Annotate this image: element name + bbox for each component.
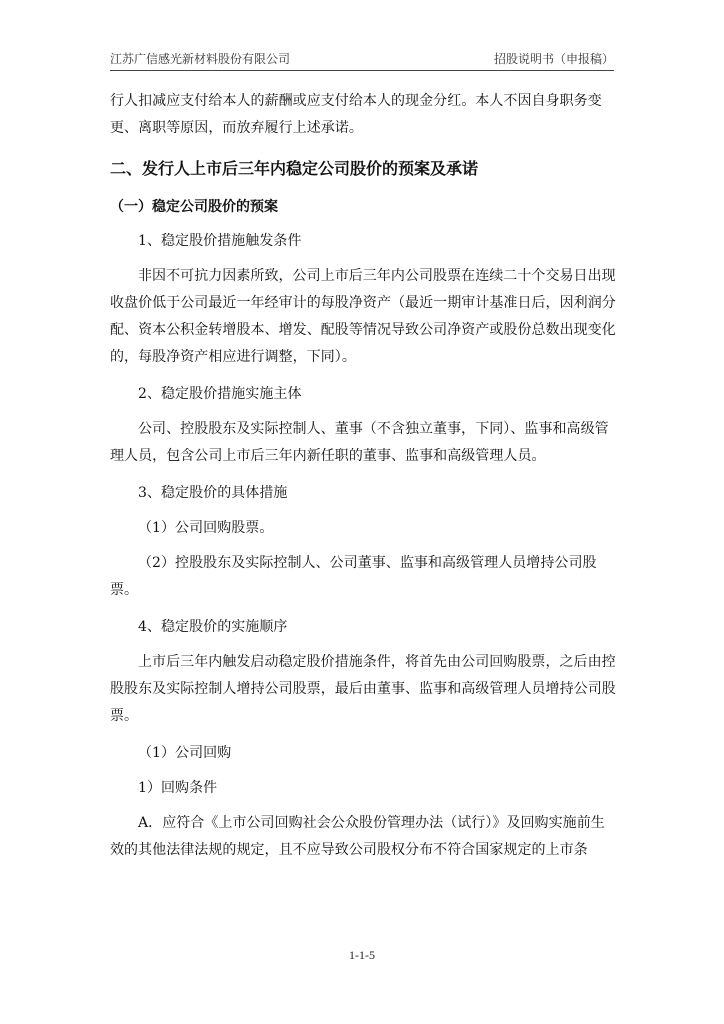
- header-company-name: 江苏广信感光新材料股份有限公司: [110, 52, 291, 66]
- section-heading: 二、发行人上市后三年内稳定公司股价的预案及承诺: [110, 159, 479, 178]
- item-3-option-2: （2）控股股东及实际控制人、公司董事、监事和高级管理人员增持公司股票。: [110, 555, 597, 598]
- item-title-4: 4、稳定股价的实施顺序: [138, 619, 288, 635]
- header-document-type: 招股说明书（申报稿）: [493, 52, 614, 66]
- page-number: 1-1-5: [349, 948, 375, 962]
- subsection-heading: （一）稳定公司股价的预案: [110, 199, 278, 215]
- item-3-option-1: （1）公司回购股票。: [138, 520, 274, 536]
- header-divider: [110, 70, 614, 71]
- item-text-2: 公司、控股股东及实际控制人、董事（不含独立董事，下同）、监事和高级管理人员，包含公司上市后三年内新任职的董事、监事和高级管理人员。: [110, 421, 609, 464]
- item-text-4: 上市后三年内触发启动稳定股价措施条件，将首先由公司回购股票，之后由控股股东及实际控制人增持公司股票，最后由董事、监事和高级管理人员增持公司股票。: [110, 654, 616, 724]
- item-title-3: 3、稳定股价的具体措施: [138, 485, 288, 501]
- document-body: [110, 88, 616, 864]
- item-title-1: 1、稳定股价措施触发条件: [138, 233, 302, 249]
- condition-a: A．应符合《上市公司回购社会公众股份管理办法（试行）》及回购实施前生效的其他法律法规的规定，且不应导致公司股权分布不符合国家规定的上市条: [110, 815, 605, 858]
- paragraph-continued: 行人扣减应支付给本人的薪酬或应支付给本人的现金分红。本人不因自身职务变更、离职等原因，而放弃履行上述承诺。: [110, 93, 602, 136]
- item-text-1: 非因不可抗力因素所致，公司上市后三年内公司股票在连续二十个交易日出现收盘价低于公司最近一年经审计的每股净资产（最近一期审计基准日后，因利润分配、资本公积金转增股本、增发、配股等情况导致公司净资产或股份总数出现变化的，每股净资产相应进行调整，下同）。: [110, 268, 616, 365]
- sub-item-company-repurchase: （1）公司回购: [138, 745, 232, 761]
- sub-item-repurchase-conditions: 1）回购条件: [138, 780, 218, 796]
- item-title-2: 2、稳定股价措施实施主体: [138, 386, 302, 402]
- page-header: [110, 50, 614, 70]
